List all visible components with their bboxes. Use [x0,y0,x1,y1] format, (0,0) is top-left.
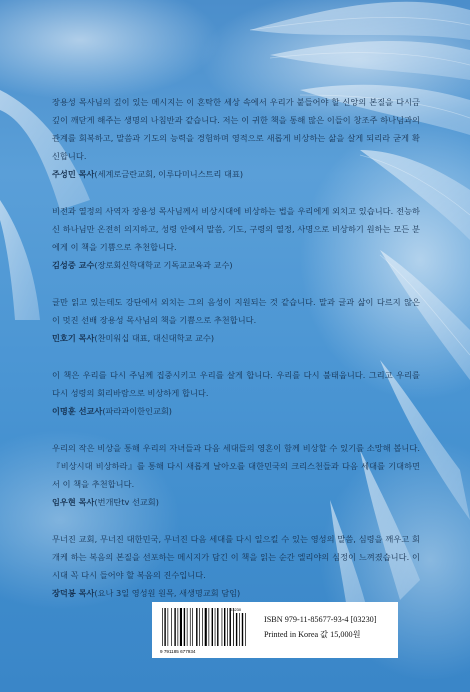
barcode-bar [196,608,197,646]
barcode-bar [187,608,188,646]
barcode-image [158,606,258,654]
endorsement-6 [52,530,420,602]
endorsement-list [52,93,420,621]
printed-in-label: Printed in Korea [264,630,319,639]
endorsement-text: 무너진 교회, 무너진 대한민국, 무너진 다음 세대를 다시 일으킬 수 있는 영성의 말씀, 심령을 깨우고 회개케 하는 복음의 본질을 선포하는 메시지가 담긴 이 책을 읽는 순간 엘리야의 심정이 느껴졌습니다. 이 시대 꼭 다시 들어야 할 복음의 진수입니다. [52,534,420,580]
endorser-signature [52,329,420,347]
barcode-bar [199,608,200,646]
endorser-name: 이명훈 선교사 [52,406,103,416]
print-price-line [264,627,377,642]
endorser-affiliation: (장로회신학대학교 기독교교육과 교수) [94,260,233,270]
endorser-signature [52,256,420,274]
barcode-digits: 9 791185 677934 [160,649,196,654]
endorser-affiliation: (번개탄tv 선교회) [94,497,159,507]
barcode-bar [180,608,182,646]
endorsement-4 [52,366,420,420]
endorsement-2 [52,202,420,274]
endorser-affiliation: (파라과이한인교회) [102,406,172,416]
barcode-bar [171,608,172,646]
barcode-bar [209,608,210,646]
endorsement-1 [52,93,420,183]
barcode-bar [174,608,175,646]
endorsement-text: 글만 읽고 있는데도 강단에서 외치는 그의 음성이 지원되는 것 같습니다. 말과 글과 삶이 다르지 않은 이 멋진 선배 장용성 목사님의 책을 기쁨으로 추천합니다. [52,297,420,325]
barcode-bar [178,608,179,646]
endorsement-text: 장용성 목사님의 깊이 있는 메시지는 이 혼탁한 세상 속에서 우리가 붙들어야 할 신앙의 본질을 다시금 깊이 깨닫게 해주는 생명의 나침반과 같습니다. 저는 이 귀한 책을 통해 많은 이들이 창조주 하나님과의 관계를 회복하고, 말씀과 기도의 능력을 경험하며 영적으로 새롭게 비상하는 삶을 살게 되리라 굳게 확신합니다. [52,97,420,161]
barcode-bar [212,608,213,646]
endorser-signature [52,402,420,420]
barcode-bar [205,608,207,646]
endorser-name: 주성민 목사 [52,169,95,179]
addon-bar [245,613,246,646]
endorser-signature [52,165,420,183]
endorsement-5 [52,439,420,511]
addon-digits: 03230 [230,607,242,612]
isbn-info [264,612,377,642]
isbn-barcode-panel [152,602,398,658]
barcode-bar [190,608,191,646]
endorser-name: 임우현 목사 [52,497,95,507]
endorser-name: 장덕봉 목사 [52,588,95,598]
endorser-affiliation: (세계로금란교회, 이루다미니스트리 대표) [94,169,244,179]
addon-bar [239,613,240,646]
barcode-bar [215,608,216,646]
barcode-bar [184,608,185,646]
endorser-signature [52,584,420,602]
addon-bar [236,613,237,646]
isbn-number: ISBN 979-11-85677-93-4 [03230] [264,615,377,624]
endorser-affiliation: (찬미워십 대표, 대신대학교 교수) [94,333,215,343]
price-label: 값 15,000원 [320,630,361,639]
barcode-bar [168,608,169,646]
barcode-bar [222,608,223,646]
barcode-bar [224,608,225,646]
addon-bar [242,613,243,646]
barcode-bar [217,608,218,646]
barcode-bar [202,608,203,646]
barcode-bar [162,608,163,646]
barcode-bar [164,608,165,646]
endorsement-text: 우리의 작은 비상을 통해 우리의 자녀들과 다음 세대들의 영혼이 함께 비상할 수 있기를 소망해 봅니다. 『비상시대 비상하라』를 통해 다시 새롭게 날아오를 대한민국의 크리스천들과 다음 세대를 기대하면서 이 책을 추천합니다. [52,443,420,489]
barcode-bar [192,608,193,646]
endorser-affiliation: (요나 3일 영성원 원목, 새생명교회 담임) [94,588,241,598]
endorser-name: 민호기 목사 [52,333,95,343]
endorser-name: 김성중 교수 [52,260,95,270]
barcode-bar [227,608,228,646]
endorsement-text: 비전과 열정의 사역자 장용성 목사님께서 비상시대에 비상하는 법을 우리에게 외치고 있습니다. 전능하신 하나님만 온전히 의지하고, 성령 안에서 말씀, 기도, 구령의 열정, 사명으로 비상하기 원하는 모든 분에게 이 책을 기쁨으로 추천합니다. [52,206,420,252]
endorsement-3 [52,293,420,347]
endorser-signature [52,493,420,511]
addon-bar [233,613,234,646]
endorsement-text: 이 책은 우리를 다시 주님께 집중시키고 우리를 살게 합니다. 우리를 다시 불태웁니다. 그리고 우리를 다시 성령의 회리바람으로 비상하게 합니다. [52,370,420,398]
addon-bar [230,613,231,646]
